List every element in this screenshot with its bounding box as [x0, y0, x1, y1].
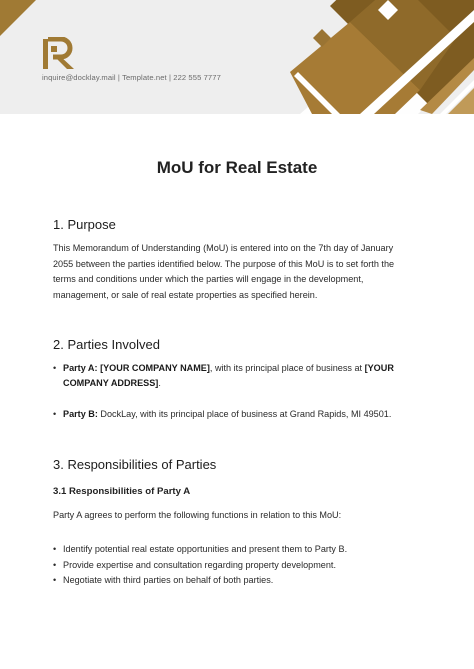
- party-a-address: [YOUR: [364, 363, 394, 373]
- responsibilities-intro: Party A agrees to perform the following functions in relation to this MoU:: [53, 510, 342, 520]
- party-a-end: .: [158, 378, 161, 389]
- bullet-dot: •: [53, 363, 57, 373]
- responsibilities-list: [53, 542, 433, 589]
- bullet-dot: •: [53, 409, 57, 419]
- document-title: MoU for Real Estate: [156, 158, 318, 177]
- party-b-text: DockLay, with its principal place of business at Grand Rapids, MI 49501.: [100, 409, 392, 419]
- section-heading-parties: 2. Parties Involved: [53, 337, 160, 352]
- section-heading-responsibilities: 3. Responsibilities of Parties: [53, 457, 217, 472]
- party-b-label: Party B:: [63, 409, 98, 419]
- purpose-line: terms and conditions under which the parties will engage in the development,: [53, 274, 364, 285]
- party-b-item: [53, 407, 423, 422]
- list-item: [53, 542, 433, 558]
- party-a-middle: , with its principal place of business at: [209, 363, 363, 373]
- list-item-text: Identify potential real estate opportunities and present them to Party B.: [63, 544, 348, 554]
- company-logo: [41, 37, 77, 71]
- party-a-item: [53, 361, 423, 392]
- purpose-line: 2055 between the parties identified below. The purpose of this MoU is to set forth the: [53, 258, 395, 269]
- bullet-dot: •: [53, 544, 57, 554]
- purpose-line: management, or sale of real estate properties as specified herein.: [53, 289, 318, 300]
- list-item: [53, 558, 433, 574]
- letterhead: [0, 0, 474, 114]
- list-item-text: Provide expertise and consultation regarding property development.: [63, 559, 336, 570]
- bullet-dot: •: [53, 575, 57, 586]
- section-heading-purpose: 1. Purpose: [53, 217, 116, 232]
- list-item-text: Negotiate with third parties on behalf of both parties.: [63, 575, 274, 586]
- purpose-line: This Memorandum of Understanding (MoU) is entered into on the 7th day of January: [53, 243, 394, 253]
- party-a-label: Party A:: [63, 363, 98, 373]
- subsection-heading-party-a: 3.1 Responsibilities of Party A: [53, 486, 191, 497]
- purpose-paragraph: [53, 241, 423, 303]
- party-a-address-cont: COMPANY ADDRESS]: [63, 378, 159, 389]
- contact-info: inquire@docklay.mail | Template.net | 222 555 7777: [42, 73, 221, 82]
- party-a-name: [YOUR COMPANY NAME]: [100, 363, 210, 373]
- list-item: [53, 573, 433, 589]
- bullet-dot: •: [53, 559, 57, 570]
